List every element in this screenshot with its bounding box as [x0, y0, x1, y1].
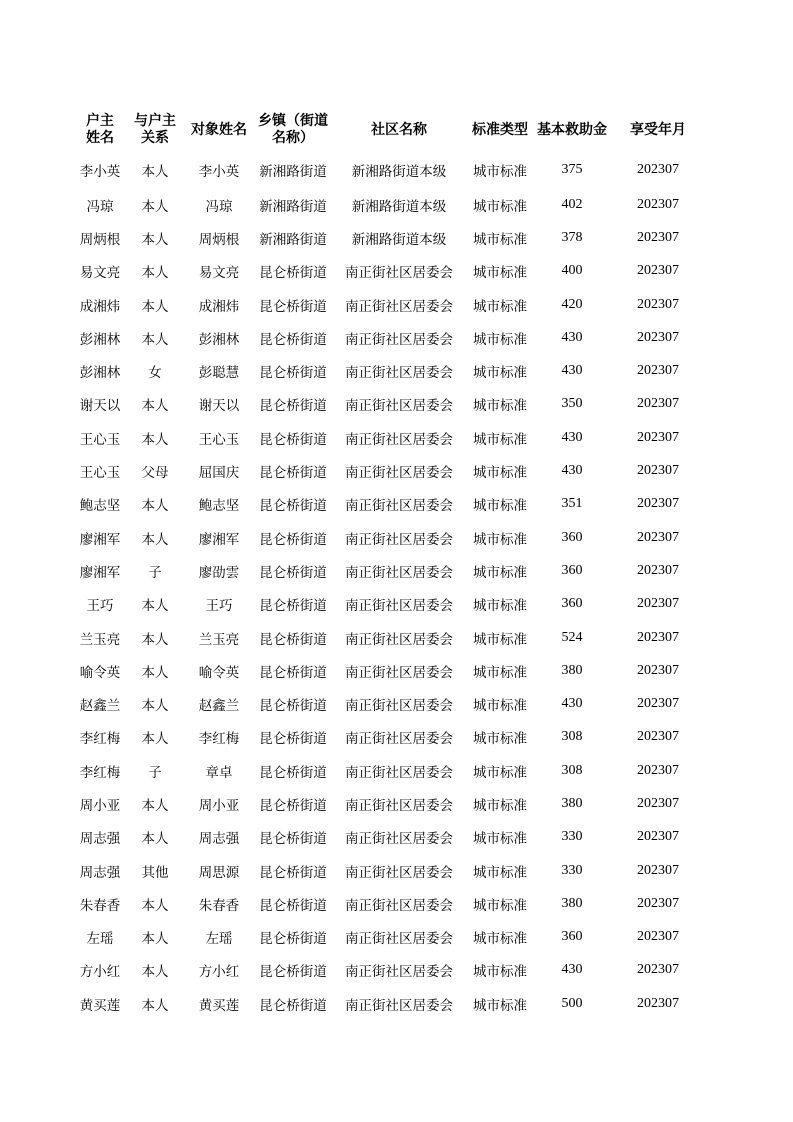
- cell-relationship: 本人: [141, 331, 169, 348]
- cell-standard-type: 城市标准: [473, 331, 527, 348]
- cell-household-head: 李红梅: [79, 764, 121, 781]
- table-row: [72, 188, 704, 221]
- cell-township: 昆仑桥街道: [259, 431, 327, 448]
- cell-standard-type: 城市标准: [473, 398, 527, 415]
- cell-township: 昆仑桥街道: [259, 864, 327, 881]
- cell-period: 202307: [637, 795, 679, 811]
- cell-township: 新湘路街道: [259, 231, 327, 248]
- table-header: [72, 108, 704, 152]
- cell-standard-type: 城市标准: [473, 198, 527, 215]
- cell-standard-type: 城市标准: [473, 431, 527, 448]
- table-row: [72, 921, 704, 954]
- cell-basic-allowance: 400: [561, 263, 583, 279]
- cell-recipient-name: 易文亮: [198, 265, 240, 282]
- cell-recipient-name: 周志强: [198, 831, 240, 848]
- cell-standard-type: 城市标准: [473, 231, 527, 248]
- cell-township: 昆仑桥街道: [259, 365, 327, 382]
- cell-township: 昆仑桥街道: [259, 598, 327, 615]
- cell-standard-type: 城市标准: [473, 997, 527, 1014]
- table-row: [72, 288, 704, 321]
- cell-basic-allowance: 308: [561, 729, 583, 745]
- cell-household-head: 兰玉亮: [79, 631, 121, 648]
- cell-household-head: 喻令英: [79, 664, 121, 681]
- cell-recipient-name: 左瑶: [205, 931, 233, 948]
- cell-basic-allowance: 430: [561, 363, 583, 379]
- cell-period: 202307: [637, 296, 679, 312]
- cell-standard-type: 城市标准: [473, 498, 527, 515]
- cell-basic-allowance: 360: [561, 929, 583, 945]
- cell-standard-type: 城市标准: [473, 797, 527, 814]
- table-row: [72, 687, 704, 720]
- cell-household-head: 廖湘军: [79, 531, 121, 548]
- cell-household-head: 易文亮: [79, 265, 121, 282]
- header-community: 社区名称: [371, 121, 427, 138]
- cell-recipient-name: 方小红: [198, 964, 240, 981]
- cell-relationship: 本人: [141, 997, 169, 1014]
- cell-basic-allowance: 330: [561, 829, 583, 845]
- cell-recipient-name: 廖劭雲: [198, 564, 240, 581]
- cell-community: 南正街社区居委会: [345, 298, 453, 315]
- cell-period: 202307: [637, 196, 679, 212]
- cell-recipient-name: 谢天以: [198, 398, 240, 415]
- cell-relationship: 本人: [141, 531, 169, 548]
- cell-community: 南正街社区居委会: [345, 631, 453, 648]
- cell-township: 昆仑桥街道: [259, 531, 327, 548]
- cell-basic-allowance: 378: [561, 229, 583, 245]
- cell-community: 南正街社区居委会: [345, 365, 453, 382]
- header-period: 享受年月: [630, 121, 686, 138]
- cell-relationship: 本人: [141, 498, 169, 515]
- cell-community: 南正街社区居委会: [345, 531, 453, 548]
- cell-period: 202307: [637, 396, 679, 412]
- cell-community: 南正街社区居委会: [345, 997, 453, 1014]
- cell-community: 南正街社区居委会: [345, 698, 453, 715]
- cell-basic-allowance: 308: [561, 762, 583, 778]
- cell-basic-allowance: 380: [561, 895, 583, 911]
- cell-standard-type: 城市标准: [473, 564, 527, 581]
- cell-township: 昆仑桥街道: [259, 797, 327, 814]
- table-row: [72, 554, 704, 587]
- cell-recipient-name: 赵鑫兰: [198, 698, 240, 715]
- table-body: [72, 152, 704, 1020]
- cell-basic-allowance: 360: [561, 562, 583, 578]
- cell-household-head: 赵鑫兰: [79, 698, 121, 715]
- cell-community: 南正街社区居委会: [345, 431, 453, 448]
- cell-period: 202307: [637, 895, 679, 911]
- cell-recipient-name: 黄买莲: [198, 997, 240, 1014]
- cell-township: 昆仑桥街道: [259, 265, 327, 282]
- cell-recipient-name: 李小英: [198, 164, 240, 180]
- cell-period: 202307: [637, 263, 679, 279]
- cell-recipient-name: 章卓: [205, 764, 233, 781]
- cell-community: 南正街社区居委会: [345, 731, 453, 748]
- cell-basic-allowance: 375: [561, 162, 583, 177]
- cell-recipient-name: 周思源: [198, 864, 240, 881]
- table-row: [72, 488, 704, 521]
- table-row: [72, 454, 704, 487]
- table-row: [72, 421, 704, 454]
- cell-township: 昆仑桥街道: [259, 631, 327, 648]
- cell-recipient-name: 周小亚: [198, 797, 240, 814]
- cell-basic-allowance: 524: [561, 629, 583, 645]
- cell-relationship: 本人: [141, 931, 169, 948]
- cell-period: 202307: [637, 829, 679, 845]
- table-row: [72, 221, 704, 254]
- cell-township: 昆仑桥街道: [259, 931, 327, 948]
- table-row: [72, 621, 704, 654]
- cell-basic-allowance: 330: [561, 862, 583, 878]
- cell-township: 昆仑桥街道: [259, 831, 327, 848]
- cell-relationship: 本人: [141, 897, 169, 914]
- cell-standard-type: 城市标准: [473, 897, 527, 914]
- cell-township: 昆仑桥街道: [259, 997, 327, 1014]
- cell-household-head: 周志强: [79, 831, 121, 848]
- cell-household-head: 方小红: [79, 964, 121, 981]
- cell-relationship: 本人: [141, 664, 169, 681]
- cell-period: 202307: [637, 962, 679, 978]
- cell-community: 新湘路街道本级: [351, 198, 447, 215]
- cell-standard-type: 城市标准: [473, 631, 527, 648]
- cell-relationship: 本人: [141, 231, 169, 248]
- cell-recipient-name: 王心玉: [198, 431, 240, 448]
- cell-relationship: 本人: [141, 831, 169, 848]
- cell-relationship: 本人: [141, 698, 169, 715]
- cell-standard-type: 城市标准: [473, 964, 527, 981]
- cell-community: 南正街社区居委会: [345, 465, 453, 482]
- cell-township: 昆仑桥街道: [259, 398, 327, 415]
- cell-basic-allowance: 430: [561, 429, 583, 445]
- cell-standard-type: 城市标准: [473, 531, 527, 548]
- cell-basic-allowance: 500: [561, 995, 583, 1011]
- cell-standard-type: 城市标准: [473, 465, 527, 482]
- cell-township: 昆仑桥街道: [259, 331, 327, 348]
- cell-standard-type: 城市标准: [473, 598, 527, 615]
- cell-period: 202307: [637, 629, 679, 645]
- cell-community: 南正街社区居委会: [345, 664, 453, 681]
- cell-recipient-name: 李红梅: [198, 731, 240, 748]
- cell-relationship: 本人: [141, 164, 169, 180]
- cell-community: 南正街社区居委会: [345, 265, 453, 282]
- cell-relationship: 女: [148, 365, 162, 382]
- cell-recipient-name: 彭湘林: [198, 331, 240, 348]
- document-page: [72, 108, 704, 1020]
- table-row: [72, 854, 704, 887]
- cell-recipient-name: 鲍志坚: [198, 498, 240, 515]
- header-relationship: 与户主 关系: [134, 113, 176, 146]
- cell-community: 新湘路街道本级: [351, 231, 447, 248]
- table-row: [72, 754, 704, 787]
- header-household-head: 户主 姓名: [86, 113, 114, 146]
- cell-period: 202307: [637, 696, 679, 712]
- header-standard-type: 标准类型: [472, 121, 528, 138]
- cell-period: 202307: [637, 929, 679, 945]
- cell-recipient-name: 喻令英: [198, 664, 240, 681]
- cell-basic-allowance: 380: [561, 795, 583, 811]
- cell-relationship: 本人: [141, 298, 169, 315]
- cell-recipient-name: 朱春香: [198, 897, 240, 914]
- cell-household-head: 周小亚: [79, 797, 121, 814]
- cell-period: 202307: [637, 562, 679, 578]
- cell-household-head: 彭湘林: [79, 365, 121, 382]
- header-basic-allowance: 基本救助金: [537, 121, 607, 138]
- table-row: [72, 787, 704, 820]
- cell-township: 昆仑桥街道: [259, 698, 327, 715]
- cell-relationship: 父母: [141, 465, 169, 482]
- cell-household-head: 王心玉: [79, 465, 121, 482]
- cell-relationship: 本人: [141, 797, 169, 814]
- cell-relationship: 本人: [141, 431, 169, 448]
- cell-standard-type: 城市标准: [473, 831, 527, 848]
- cell-standard-type: 城市标准: [473, 664, 527, 681]
- cell-township: 昆仑桥街道: [259, 664, 327, 681]
- table-row: [72, 721, 704, 754]
- cell-relationship: 本人: [141, 598, 169, 615]
- table-row: [72, 354, 704, 387]
- cell-household-head: 周炳根: [79, 231, 121, 248]
- cell-recipient-name: 兰玉亮: [198, 631, 240, 648]
- cell-standard-type: 城市标准: [473, 764, 527, 781]
- cell-household-head: 黄买莲: [79, 997, 121, 1014]
- cell-community: 南正街社区居委会: [345, 598, 453, 615]
- cell-standard-type: 城市标准: [473, 698, 527, 715]
- cell-township: 昆仑桥街道: [259, 731, 327, 748]
- cell-household-head: 朱春香: [79, 897, 121, 914]
- cell-standard-type: 城市标准: [473, 864, 527, 881]
- cell-recipient-name: 成湘炜: [198, 298, 240, 315]
- cell-basic-allowance: 360: [561, 596, 583, 612]
- cell-period: 202307: [637, 762, 679, 778]
- cell-recipient-name: 冯琼: [205, 198, 233, 215]
- cell-standard-type: 城市标准: [473, 931, 527, 948]
- cell-period: 202307: [637, 662, 679, 678]
- header-row: [72, 108, 704, 152]
- header-recipient-name: 对象姓名: [191, 121, 247, 138]
- cell-household-head: 王巧: [86, 598, 114, 615]
- cell-household-head: 彭湘林: [79, 331, 121, 348]
- cell-period: 202307: [637, 729, 679, 745]
- table-row: [72, 821, 704, 854]
- cell-household-head: 冯琼: [86, 198, 114, 215]
- cell-relationship: 子: [148, 764, 162, 781]
- cell-community: 南正街社区居委会: [345, 331, 453, 348]
- cell-township: 昆仑桥街道: [259, 564, 327, 581]
- cell-community: 新湘路街道本级: [351, 164, 447, 180]
- cell-relationship: 本人: [141, 731, 169, 748]
- cell-basic-allowance: 430: [561, 329, 583, 345]
- table-row: [72, 521, 704, 554]
- cell-community: 南正街社区居委会: [345, 564, 453, 581]
- cell-community: 南正街社区居委会: [345, 398, 453, 415]
- cell-standard-type: 城市标准: [473, 731, 527, 748]
- cell-period: 202307: [637, 862, 679, 878]
- relief-roster-table: [72, 108, 704, 1020]
- cell-period: 202307: [637, 496, 679, 512]
- cell-standard-type: 城市标准: [473, 365, 527, 382]
- cell-household-head: 王心玉: [79, 431, 121, 448]
- cell-period: 202307: [637, 363, 679, 379]
- cell-township: 昆仑桥街道: [259, 764, 327, 781]
- cell-basic-allowance: 380: [561, 662, 583, 678]
- cell-relationship: 本人: [141, 398, 169, 415]
- table-row: [72, 388, 704, 421]
- cell-household-head: 廖湘军: [79, 564, 121, 581]
- cell-basic-allowance: 430: [561, 962, 583, 978]
- cell-basic-allowance: 402: [561, 196, 583, 212]
- cell-recipient-name: 廖湘军: [198, 531, 240, 548]
- cell-township: 昆仑桥街道: [259, 465, 327, 482]
- cell-township: 昆仑桥街道: [259, 897, 327, 914]
- cell-township: 新湘路街道: [259, 164, 327, 180]
- cell-recipient-name: 周炳根: [198, 231, 240, 248]
- cell-community: 南正街社区居委会: [345, 864, 453, 881]
- cell-recipient-name: 王巧: [205, 598, 233, 615]
- cell-basic-allowance: 350: [561, 396, 583, 412]
- cell-basic-allowance: 430: [561, 463, 583, 479]
- table-row: [72, 654, 704, 687]
- cell-relationship: 本人: [141, 198, 169, 215]
- cell-relationship: 本人: [141, 964, 169, 981]
- cell-standard-type: 城市标准: [473, 164, 527, 180]
- cell-household-head: 成湘炜: [79, 298, 121, 315]
- cell-relationship: 本人: [141, 265, 169, 282]
- cell-period: 202307: [637, 162, 679, 177]
- table-row: [72, 321, 704, 354]
- table-row: [72, 954, 704, 987]
- cell-standard-type: 城市标准: [473, 298, 527, 315]
- table-row: [72, 987, 704, 1020]
- cell-township: 昆仑桥街道: [259, 498, 327, 515]
- cell-basic-allowance: 351: [561, 496, 583, 512]
- table-row: [72, 152, 704, 188]
- cell-community: 南正街社区居委会: [345, 931, 453, 948]
- cell-township: 新湘路街道: [259, 198, 327, 215]
- cell-community: 南正街社区居委会: [345, 498, 453, 515]
- cell-period: 202307: [637, 229, 679, 245]
- cell-household-head: 谢天以: [79, 398, 121, 415]
- header-township: 乡镇（街道 名称）: [258, 113, 328, 146]
- cell-household-head: 周志强: [79, 864, 121, 881]
- cell-period: 202307: [637, 429, 679, 445]
- cell-basic-allowance: 420: [561, 296, 583, 312]
- cell-period: 202307: [637, 995, 679, 1011]
- table-row: [72, 255, 704, 288]
- cell-relationship: 其他: [141, 864, 169, 881]
- cell-community: 南正街社区居委会: [345, 964, 453, 981]
- cell-basic-allowance: 360: [561, 529, 583, 545]
- cell-period: 202307: [637, 329, 679, 345]
- cell-basic-allowance: 430: [561, 696, 583, 712]
- cell-recipient-name: 屈国庆: [198, 465, 240, 482]
- cell-period: 202307: [637, 529, 679, 545]
- cell-recipient-name: 彭聪慧: [198, 365, 240, 382]
- cell-household-head: 左瑶: [86, 931, 114, 948]
- cell-township: 昆仑桥街道: [259, 964, 327, 981]
- cell-household-head: 李小英: [79, 164, 121, 180]
- cell-community: 南正街社区居委会: [345, 764, 453, 781]
- cell-relationship: 子: [148, 564, 162, 581]
- cell-community: 南正街社区居委会: [345, 897, 453, 914]
- cell-community: 南正街社区居委会: [345, 831, 453, 848]
- cell-period: 202307: [637, 596, 679, 612]
- cell-household-head: 李红梅: [79, 731, 121, 748]
- table-row: [72, 887, 704, 920]
- cell-relationship: 本人: [141, 631, 169, 648]
- cell-community: 南正街社区居委会: [345, 797, 453, 814]
- cell-household-head: 鲍志坚: [79, 498, 121, 515]
- cell-township: 昆仑桥街道: [259, 298, 327, 315]
- cell-standard-type: 城市标准: [473, 265, 527, 282]
- cell-period: 202307: [637, 463, 679, 479]
- table-row: [72, 588, 704, 621]
